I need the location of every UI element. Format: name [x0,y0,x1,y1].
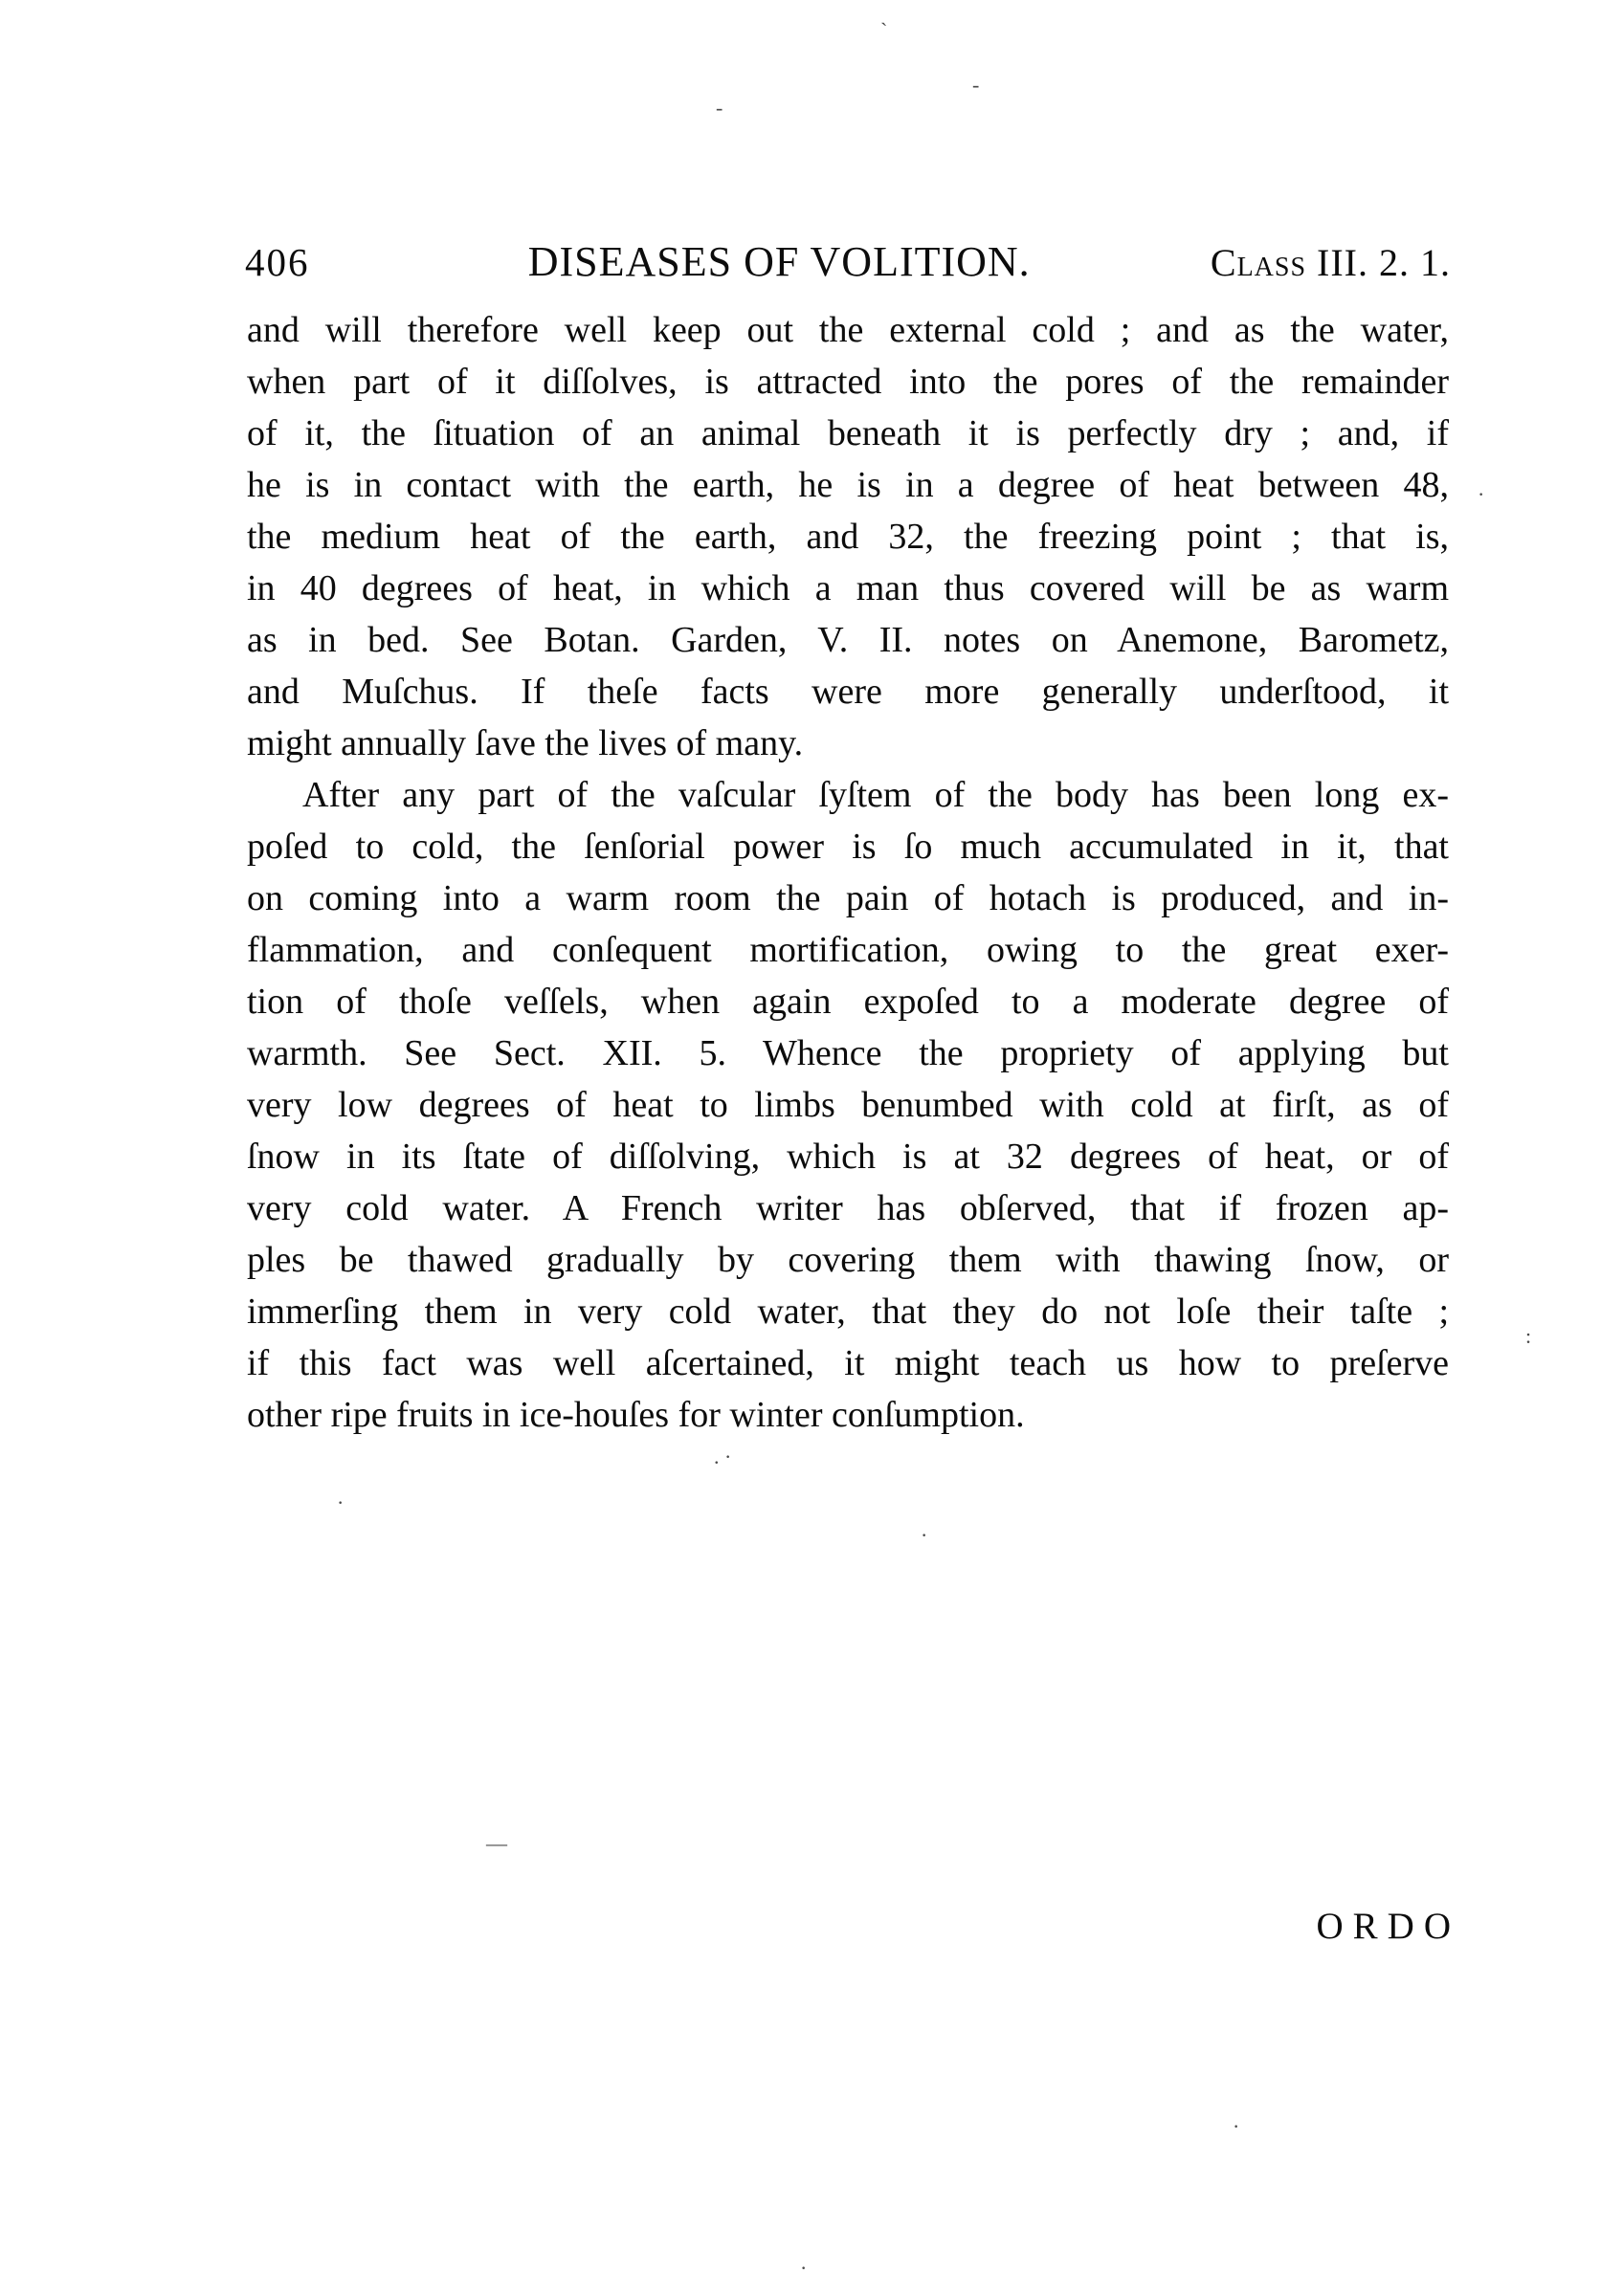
page-header [245,238,1451,285]
text-line: as in bed. See Botan. Garden, V. II. notes on Anemone, Barometz, [247,620,1449,660]
ink-speck: : [1525,1324,1532,1348]
text-line: he is in contact with the earth, he is in a degree of heat between 48, [247,465,1449,505]
text-line: might annually ſave the lives of many. [247,723,804,763]
text-line: other ripe fruits in ice-houſes for winter conſumption. [247,1395,1025,1435]
ink-speck: - [972,73,980,97]
ink-speck: · [921,1523,928,1547]
text-line: ples be thawed gradually by covering them with thawing ſnow, or [247,1240,1449,1280]
text-line: of it, the ſituation of an animal beneath it is perfectly dry ; and, if [247,413,1449,453]
text-line: warmth. See Sect. XII. 5. Whence the propriety of applying but [247,1033,1449,1073]
text-line: in 40 degrees of heat, in which a man thus covered will be as warm [247,568,1449,608]
ink-speck: · [1478,482,1485,506]
ink-speck: · [1233,2114,1240,2138]
page-number: 406 [245,240,310,284]
text-line: on coming into a warm room the pain of hotach is produced, and in- [247,878,1449,918]
text-line: immerſing them in very cold water, that they do not loſe their taſte ; [247,1292,1449,1332]
text-line: and will therefore well keep out the external cold ; and as the water, [247,310,1449,350]
ink-speck: · [800,2256,808,2280]
ink-speck: — [486,1831,507,1855]
text-line: ſnow in its ſtate of diſſolving, which is at 32 degrees of heat, or of [247,1137,1449,1177]
ink-speck: . · [714,1445,732,1468]
text-line: the medium heat of the earth, and 32, the freezing point ; that is, [247,517,1449,557]
paragraph [247,769,1449,1441]
text-line: when part of it diſſolves, is attracted into the pores of the remainder [247,362,1449,402]
running-title: DISEASES OF VOLITION. [527,238,1031,285]
text-line: poſed to cold, the ſenſorial power is ſo much accumulated in it, that [247,827,1449,867]
body-text [247,304,1449,1441]
text-line: and Muſchus. If theſe facts were more generally underſtood, it [247,672,1449,712]
text-line: flammation, and conſequent mortification, owing to the great exer- [247,930,1449,970]
paragraph [247,304,1449,769]
text-line: After any part of the vaſcular ſyſtem of the body has been long ex- [302,775,1449,815]
text-line: very low degrees of heat to limbs benumbed with cold at firſt, as of [247,1085,1449,1125]
ink-speck: · [337,1490,345,1514]
text-line: tion of thoſe veſſels, when again expoſed to a moderate degree of [247,982,1449,1022]
class-label: Class III. 2. 1. [1210,241,1451,284]
ink-speck: ˎ [880,2,888,26]
ink-speck: - [716,96,723,120]
text-line: very cold water. A French writer has obſerved, that if frozen ap- [247,1188,1449,1228]
text-line: if this fact was well aſcertained, it might teach us how to preſerve [247,1343,1449,1383]
catchword: ORDO [1316,1906,1460,1947]
